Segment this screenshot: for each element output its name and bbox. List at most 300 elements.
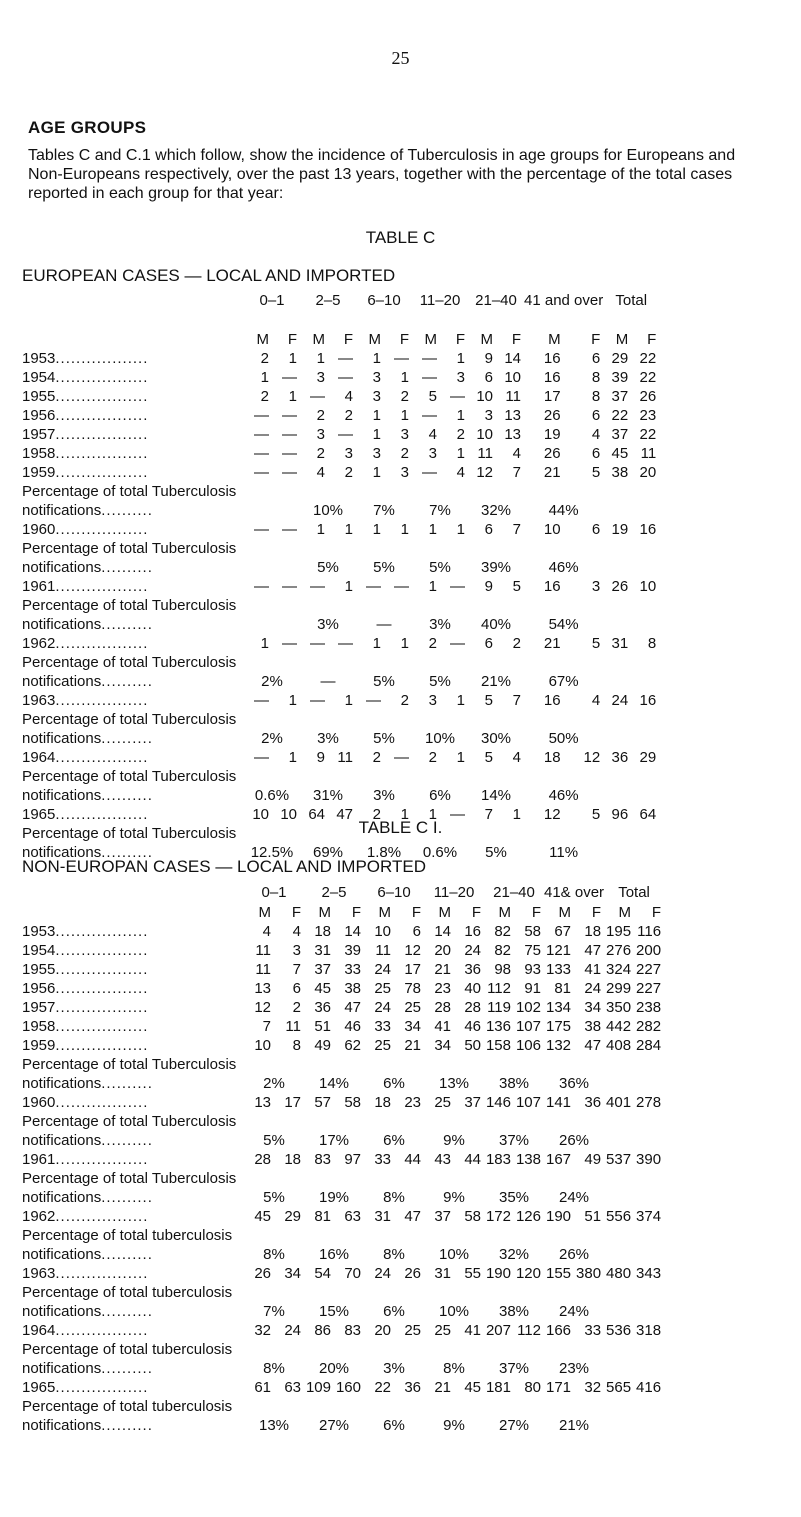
notifications-text: notifications [22,559,102,576]
count-cell: 31 [374,1208,391,1225]
year-text: 1960 [22,1094,56,1111]
leader-dots: .................. [55,692,149,709]
count-cell: 11 [640,445,657,462]
count-cell: 276 [606,942,632,959]
count-cell: 10 [254,1037,271,1054]
count-cell: 2 [512,635,521,652]
count-cell: 1 [288,692,297,709]
age-group-header: 6–10 [377,884,411,901]
count-cell: — [282,426,297,443]
count-cell: 38 [611,464,629,481]
leader-dots: .......... [101,1246,153,1263]
leader-dots: .................. [55,1037,149,1054]
male-header: M [480,331,493,348]
percentage-cell: 32% [498,1246,530,1263]
table-row [22,406,659,425]
count-cell: 5 [484,692,493,709]
percentage-cell: 20% [318,1360,350,1377]
female-header: F [399,331,409,348]
count-cell: 61 [254,1379,271,1396]
count-cell: 2 [260,388,269,405]
count-cell: 102 [515,999,541,1016]
count-cell: 39 [611,369,629,386]
female-header: F [343,331,353,348]
percentage-label-row [22,710,659,729]
notifications-text: notifications [22,1189,102,1206]
count-cell: 31 [611,635,629,652]
empty-total-cell [603,729,659,748]
leader-dots: .................. [55,961,149,978]
table-row [22,577,659,596]
corner-cell [22,330,244,349]
count-cell: — [310,692,325,709]
year-label [22,998,244,1017]
count-cell: 4 [512,749,521,766]
count-cell: 1 [456,445,465,462]
count-cell: — [422,350,437,367]
count-cell: 80 [524,1379,541,1396]
empty-total-cell [603,615,659,634]
percentage-label: Percentage of total tuberculosis [22,1398,233,1415]
count-cell: 195 [606,923,632,940]
percentage-cell: 3% [429,616,451,633]
percentage-cell: 5% [373,730,395,747]
percentage-cell: 3% [383,1360,405,1377]
count-cell: 284 [636,1037,662,1054]
count-cell: 10 [476,426,493,443]
percentage-cell: 35% [498,1189,530,1206]
percentage-cell: 24% [559,1189,590,1206]
count-cell: 2 [372,806,381,823]
leader-dots: .................. [55,1322,149,1339]
table-row [22,387,659,406]
count-cell: 537 [606,1151,632,1168]
count-cell: 107 [515,1018,541,1035]
table-row [22,1378,664,1397]
count-cell: 207 [485,1322,511,1339]
percentage-label: Percentage of total tuberculosis [22,1227,233,1244]
count-cell: 3 [372,388,381,405]
notifications-text: notifications [22,787,102,804]
percentage-cell: 5% [317,559,339,576]
count-cell: 45 [464,1379,481,1396]
count-cell: 10 [504,369,521,386]
count-cell: 5 [484,749,493,766]
count-cell: 91 [524,980,541,997]
count-cell: 21 [543,635,561,652]
percentage-cell: 30% [480,730,512,747]
group-header-row [22,884,664,903]
percentage-row [22,501,659,520]
count-cell: 2 [400,692,409,709]
count-cell: 29 [639,749,657,766]
count-cell: 11 [337,749,353,766]
count-cell: 26 [639,388,657,405]
count-cell: 7 [292,961,301,978]
percentage-cell: 6% [429,787,451,804]
percentage-cell: 3% [317,730,339,747]
count-cell: 227 [636,980,662,997]
count-cell: 133 [545,961,572,978]
notifications-text: notifications [22,1246,102,1263]
percentage-label-row [22,482,659,501]
count-cell: 1 [372,426,381,443]
count-cell: 2 [344,464,353,481]
count-cell: 29 [611,350,629,367]
percentage-row [22,1416,664,1435]
count-cell: 158 [485,1037,511,1054]
year-label [22,1321,244,1340]
age-group-header: 2–5 [315,292,341,309]
count-cell: 2 [260,350,269,367]
count-cell: — [310,388,325,405]
notifications-text: notifications [22,844,102,861]
percentage-cell: 10% [424,730,456,747]
count-cell: 47 [584,942,602,959]
count-cell: 47 [336,806,353,823]
count-cell: 16 [543,350,561,367]
count-cell: 1 [400,806,409,823]
table-c-title: EUROPEAN CASES — LOCAL AND IMPORTED [22,266,396,285]
empty-total-cell [604,1359,664,1378]
count-cell: 49 [584,1151,602,1168]
leader-dots: .......... [101,616,153,633]
male-header: M [256,331,269,348]
notifications-label [22,615,244,634]
male-header: M [312,331,325,348]
count-cell: 3 [591,578,601,595]
count-cell: 112 [517,1322,541,1339]
count-cell: 20 [639,464,657,481]
count-cell: — [366,578,381,595]
count-cell: 299 [606,980,632,997]
percentage-cell: 9% [443,1417,465,1434]
notifications-label [22,1302,244,1321]
count-cell: 10 [639,578,657,595]
count-cell: 3 [316,426,325,443]
count-cell: 3 [428,692,437,709]
percentage-row [22,1359,664,1378]
count-cell: — [254,692,269,709]
count-cell: 1 [372,635,381,652]
count-cell: 1 [372,521,381,538]
year-label [22,941,244,960]
percentage-cell: 38% [498,1303,530,1320]
percentage-cell: 37% [498,1360,530,1377]
percentage-cell: 3% [317,616,339,633]
count-cell: 18 [374,1094,391,1111]
percentage-cell: 5% [263,1189,285,1206]
percentage-cell: 37% [498,1132,530,1149]
percentage-label: Percentage of total Tuberculosis [22,711,237,728]
percentage-cell: 12.5% [250,844,294,861]
percentage-cell: 5% [429,673,451,690]
count-cell: 126 [515,1208,541,1225]
notifications-label [22,1245,244,1264]
leader-dots: .................. [55,426,149,443]
leader-dots: .......... [101,1303,153,1320]
percentage-row [22,786,659,805]
percentage-label-row [22,1169,664,1188]
percentage-cell: 23% [559,1360,590,1377]
percentage-cell: 7% [429,502,451,519]
count-cell: 25 [434,1094,451,1111]
count-cell: 172 [485,1208,511,1225]
count-cell: 47 [584,1037,602,1054]
percentage-cell: 46% [548,787,579,804]
female-header: F [471,904,481,921]
percentage-label-row [22,539,659,558]
male-header: M [615,331,629,348]
female-header: F [455,331,465,348]
year-label [22,349,244,368]
count-cell: 23 [434,980,451,997]
section-heading: AGE GROUPS [28,118,147,137]
count-cell: 20 [434,942,451,959]
male-header: M [424,331,437,348]
age-group-header: 6–10 [367,292,401,309]
count-cell: 5 [512,578,521,595]
percentage-cell: 7% [263,1303,285,1320]
count-cell: 44 [404,1151,421,1168]
count-cell: 50 [464,1037,481,1054]
count-cell: — [338,426,353,443]
notifications-text: notifications [22,673,102,690]
leader-dots: .......... [101,673,153,690]
leader-dots: .................. [55,635,149,652]
notifications-text: notifications [22,730,102,747]
percentage-cell: 15% [318,1303,350,1320]
count-cell: 86 [314,1322,331,1339]
year-text: 1953 [22,923,56,940]
count-cell: 4 [456,464,465,481]
count-cell: 166 [545,1322,572,1339]
year-text: 1959 [22,464,56,481]
count-cell: 5 [591,464,601,481]
percentage-cell: 7% [373,502,395,519]
count-cell: 10 [280,806,297,823]
group-header-row [22,292,659,330]
count-cell: 3 [372,445,381,462]
notifications-label [22,1416,244,1435]
count-cell: 12 [583,749,601,766]
count-cell: 1 [400,407,409,424]
count-cell: — [394,350,409,367]
percentage-label: Percentage of total Tuberculosis [22,825,237,842]
year-text: 1955 [22,961,56,978]
count-cell: 175 [545,1018,572,1035]
count-cell: 1 [372,350,381,367]
count-cell: 37 [464,1094,481,1111]
percentage-cell: 24% [559,1303,590,1320]
count-cell: 25 [374,1037,391,1054]
percentage-cell: 50% [548,730,579,747]
count-cell: — [254,407,269,424]
percentage-label: Percentage of total Tuberculosis [22,1056,237,1073]
year-text: 1961 [22,578,56,595]
count-cell: 1 [260,369,269,386]
count-cell: 2 [344,407,353,424]
leader-dots: .......... [101,844,153,861]
count-cell: 200 [636,942,662,959]
male-header: M [618,904,632,921]
count-cell: 82 [494,942,511,959]
count-cell: 4 [591,426,601,443]
notifications-text: notifications [22,616,102,633]
percentage-cell: — [376,616,392,633]
count-cell: 36 [584,1094,602,1111]
count-cell: 7 [512,521,521,538]
leader-dots: .................. [55,1018,149,1035]
count-cell: 390 [636,1151,662,1168]
count-cell: 1 [316,350,325,367]
percentage-cell: 36% [559,1075,590,1092]
count-cell: 536 [606,1322,632,1339]
count-cell: 22 [639,369,657,386]
count-cell: 11 [255,961,271,978]
empty-total-cell [604,1416,664,1435]
count-cell: 7 [512,464,521,481]
empty-total-cell [603,558,659,577]
percentage-cell: 5% [429,559,451,576]
table-row [22,998,664,1017]
percentage-cell: 19% [318,1189,350,1206]
count-cell: 1 [288,388,297,405]
count-cell: 22 [611,407,629,424]
count-cell: — [422,369,437,386]
count-cell: 167 [545,1151,572,1168]
count-cell: 6 [591,445,601,462]
count-cell: 2 [456,426,465,443]
table-c1-title: NON-EUROPAN CASES — LOCAL AND IMPORTED [22,857,426,876]
table-row [22,349,659,368]
count-cell: 41 [584,961,602,978]
count-cell: 6 [591,350,601,367]
count-cell: 8 [591,369,601,386]
count-cell: 16 [639,521,657,538]
percentage-label-row [22,1226,664,1245]
table-row [22,941,664,960]
percentage-cell: 31% [312,787,344,804]
year-label [22,1017,244,1036]
male-header: M [498,904,511,921]
count-cell: 26 [404,1265,421,1282]
count-cell: 4 [292,923,301,940]
count-cell: 132 [545,1037,572,1054]
count-cell: 9 [484,350,493,367]
count-cell: 58 [344,1094,361,1111]
count-cell: 7 [512,692,521,709]
count-cell: — [282,369,297,386]
count-cell: 37 [434,1208,451,1225]
notifications-text: notifications [22,1360,102,1377]
year-text: 1960 [22,521,56,538]
empty-total-cell [603,672,659,691]
corner-cell [22,903,244,922]
count-cell: 51 [584,1208,602,1225]
percentage-label-row [22,596,659,615]
notifications-text: notifications [22,1303,102,1320]
count-cell: 4 [591,692,601,709]
count-cell: 12 [404,942,421,959]
year-label [22,1036,244,1055]
count-cell: 109 [305,1379,331,1396]
year-text: 1954 [22,942,56,959]
count-cell: 34 [284,1265,301,1282]
percentage-label-row [22,653,659,672]
year-text: 1963 [22,692,56,709]
count-cell: 21 [404,1037,421,1054]
count-cell: 18 [284,1151,301,1168]
empty-total-cell [604,1131,664,1150]
count-cell: — [394,578,409,595]
count-cell: 19 [543,426,561,443]
percentage-label: Percentage of total Tuberculosis [22,540,237,557]
percentage-cell: 3% [373,787,395,804]
percentage-cell: 6% [383,1132,405,1149]
percentage-cell [244,501,300,520]
leader-dots: .......... [101,1132,153,1149]
count-cell: 63 [344,1208,361,1225]
percentage-cell: 14% [318,1075,350,1092]
empty-total-cell [604,1074,664,1093]
percentage-cell: 10% [312,502,344,519]
table-row [22,463,659,482]
percentage-cell: 8% [383,1246,405,1263]
percentage-cell: 5% [485,844,507,861]
table-row [22,1264,664,1283]
count-cell: 18 [543,749,561,766]
year-label [22,979,244,998]
count-cell: 22 [639,350,657,367]
notifications-label [22,1188,244,1207]
count-cell: 2 [316,445,325,462]
count-cell: 28 [254,1151,271,1168]
male-header: M [368,331,381,348]
count-cell: 6 [484,635,493,652]
count-cell: 141 [545,1094,572,1111]
year-label [22,368,244,387]
count-cell: — [450,806,465,823]
year-label [22,463,244,482]
count-cell: 14 [344,923,361,940]
sex-header-row [22,903,664,922]
count-cell: 47 [344,999,361,1016]
percentage-row [22,1188,664,1207]
year-text: 1961 [22,1151,56,1168]
count-cell: 70 [344,1265,361,1282]
count-cell: 78 [404,980,421,997]
percentage-label-row [22,1112,664,1131]
percentage-label: Percentage of total tuberculosis [22,1341,233,1358]
percentage-cell: 17% [318,1132,350,1149]
percentage-cell [244,558,300,577]
count-cell: 29 [284,1208,301,1225]
percentage-cell: — [320,673,336,690]
count-cell: 1 [260,635,269,652]
count-cell: 41 [434,1018,451,1035]
count-cell: 18 [314,923,331,940]
year-text: 1956 [22,407,56,424]
count-cell: 21 [434,1379,451,1396]
count-cell: 134 [545,999,572,1016]
count-cell: 45 [611,445,629,462]
count-cell: 121 [545,942,572,959]
count-cell: — [254,445,269,462]
count-cell: — [282,445,297,462]
count-cell: 58 [524,923,541,940]
count-cell: — [338,635,353,652]
